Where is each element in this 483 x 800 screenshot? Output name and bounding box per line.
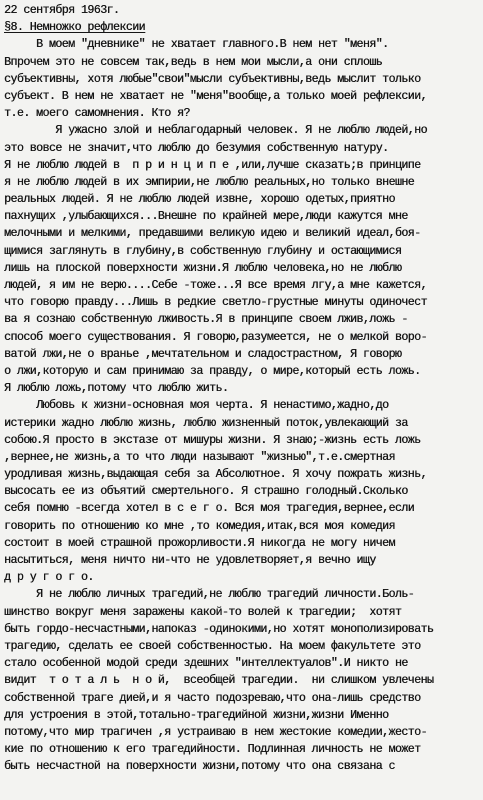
text-line: я не люблю людей в их эмпирии,не люблю реальных,но только внешне — [4, 175, 415, 189]
text-line: Я не люблю людей в п р и н ц и п е ,или,лучше сказать;в принципе — [4, 158, 421, 172]
text-line: Любовь к жизни-основная моя черта. Я ненастимо,жадно,до — [4, 399, 389, 413]
text-line: ва я сознаю собственную лживость.Я в принципе своем лжив,ложь - — [4, 313, 408, 327]
text-line: кие по отношению к его трагедийности. Подлинная личность не может — [4, 743, 421, 757]
text-line: уродливая жизнь,выдающая себя за Абсолютное. Я хочу пожрать жизнь, — [4, 468, 427, 482]
text-line: быть несчастной на поверхности жизни,потому что она связана с — [4, 760, 395, 774]
text-line: высосать ее из объятий смертельного. Я страшно голодный.Сколько — [4, 485, 408, 499]
section-title: §8. Немножко рефлексии — [4, 21, 145, 35]
text-body — [4, 36, 481, 775]
text-line: людей, я им не верю....Себе -тоже...Я все время лгу,а мне кажется, — [4, 279, 427, 292]
text-line: стало особенной модой среди здешних "интеллектуалов".И никто не — [4, 657, 408, 671]
typewritten-text — [4, 2, 481, 775]
text-line: Я не люблю личных трагедий,не люблю трагедий личности.Боль- — [4, 588, 415, 602]
text-line: субъективны, хотя любые"свои"мысли субъективны,ведь мыслит только — [4, 72, 421, 86]
text-line: шинство вокруг меня заражены какой-то волей к трагедии; хотят — [4, 605, 402, 619]
text-line: состоит в моей страшной прожорливости.Я никогда не могу ничем — [4, 536, 395, 550]
text-line: д р у г о г о. — [4, 571, 94, 585]
text-line: мелочными и мелкими, предавшими великую идею и великий идеал,боя- — [4, 227, 421, 241]
text-line: ,вернее,не жизнь,а то что люди называют "жизнью",т.е.смертная — [4, 450, 395, 464]
text-line: пахнущих ,улыбающихся...Внешне по крайней мере,люди кажутся мне — [4, 210, 408, 224]
text-line: быть гордо-несчастными,напоказ -одинокими,но хотят монополизировать — [4, 622, 434, 636]
text-line: истерики жадно люблю жизнь, люблю жизненный поток,увлекающий за — [4, 416, 408, 430]
text-line: лишь на плоской поверхности жизни.Я люблю человека,но не люблю — [4, 261, 402, 275]
text-line: собственной траге дией,и я часто подозреваю,что она-лишь средство — [4, 691, 421, 705]
text-line: потому,что мир трагичен ,я устраиваю в нем жестокие комедии,жесто- — [4, 725, 427, 739]
text-line: способ моего существования. Я говорю,разумеется, не о мелкой воро- — [4, 330, 427, 344]
text-line: видит т о т а л ь н о й, всеобщей трагедии. ни слишком увлечены — [4, 674, 434, 688]
text-line: трагедию, сделать ее своей собственностью. На моем факультете это — [4, 639, 421, 653]
text-line: Я ужасно злой и неблагодарный человек. Я не люблю людей,но — [4, 124, 427, 138]
text-line: щимися заглянуть в глубину,в собственную глубину и остающимися — [4, 244, 402, 258]
text-line: говорить по отношению ко мне ,то комедия,итак,вся моя комедия — [4, 519, 395, 533]
text-line: о лжи,которую и сам принимаю за правду, о мире,который есть ложь. — [4, 364, 421, 378]
text-line: т.е. моего самомнения. Кто я? — [4, 107, 190, 121]
text-line: собою.Я просто в экстазе от мишуры жизни. Я знаю;-жизнь есть ложь — [4, 433, 421, 447]
text-line: ватой лжи,не о вранье ,мечтательном и сладострастном, Я говорю — [4, 347, 402, 361]
text-line: реальных людей. Я не люблю людей извне, хорошо одетых,приятно — [4, 193, 395, 207]
text-line: что говорю правду...Лишь в редкие светло-грустные минуты одиночест — [4, 296, 427, 310]
text-line: субъект. В нем не хватает не "меня"вообще,а только моей рефлексии, — [4, 89, 427, 103]
text-line: Я люблю ложь,потому что люблю жить. — [4, 382, 229, 396]
text-line: Впрочем это не совсем так,ведь в нем мои мысли,а они сплошь — [4, 55, 383, 69]
text-line: себя помню -всегда хотел в с е г о. Вся моя трагедия,вернее,если — [4, 502, 415, 516]
text-line: В моем "дневнике" не хватает главного.В нем нет "меня". — [4, 38, 389, 52]
text-line: для устроения в этой,тотально-трагедийной жизни,жизни Именно — [4, 708, 389, 722]
text-line: это вовсе не значит,что люблю до безумия собственную натуру. — [4, 141, 389, 155]
text-line: насытиться, меня ничто ни-что не удовлетворяет,я вечно ищу — [4, 554, 376, 567]
date-line: 22 сентября 1963г. — [4, 4, 120, 17]
